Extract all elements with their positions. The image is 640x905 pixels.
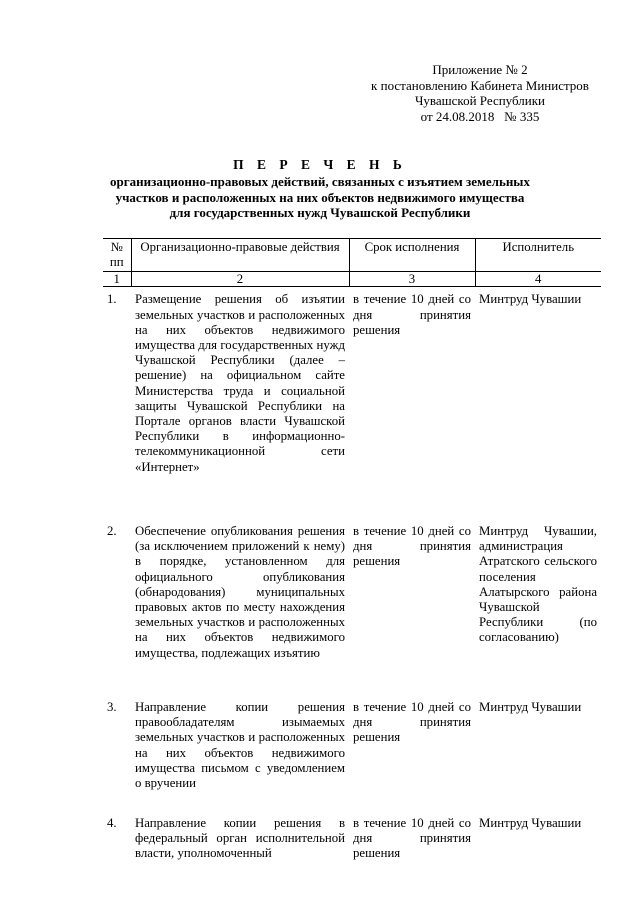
appendix-line-3: Чувашской Республики (414, 93, 546, 108)
title-line-2: участков и расположенных на них объектов недвижимого имущества (115, 189, 525, 205)
header-executor: Исполнитель (475, 239, 601, 272)
column-number: 1 (103, 272, 131, 287)
title-line-3: для государственных нужд Чувашской Республики (169, 205, 471, 220)
header-term: Срок исполнения (349, 239, 475, 272)
row-number: 2. (107, 523, 117, 538)
row-executor: Минтруд Чувашии (479, 292, 582, 307)
appendix-line-4: от 24.08.2018 № 335 (420, 108, 540, 124)
row-term: в течение 10 дней со дня принятия решения (353, 523, 471, 569)
title-heading: П Е Р Е Ч Е Н Ь (233, 157, 407, 172)
row-executor: Минтруд Чувашии, администрация Атратского сельского поселения Алатырского района Чувашской Республики (по согласованию) (479, 523, 597, 645)
row-number: 3. (107, 699, 117, 714)
table-header-row (103, 239, 601, 272)
header-num: № пп (103, 239, 131, 272)
appendix-line-2: к постановлению Кабинета Министров (371, 77, 589, 93)
table-row (103, 519, 601, 695)
row-term: в течение 10 дней со дня принятия решения (353, 815, 471, 861)
row-action: Обеспечение опубликования решения (за исключением приложений к нему) в порядке, установленном для официального опубликования (обнародования) муниципальных правовых актов по месту нахождения земельных участков и расположенных на них объектов недвижимого имущества, подлежащих изъятию (135, 523, 345, 660)
column-number: 4 (475, 272, 601, 287)
table-row (103, 287, 601, 519)
row-action: Направление копии решения правообладателям изымаемых земельных участков и расположенных на них объектов недвижимого имущества письмом с уведомлением о вручении (135, 699, 345, 790)
row-term: в течение 10 дней со дня принятия решения (353, 699, 471, 745)
row-number: 4. (107, 815, 117, 830)
document-title (100, 156, 540, 221)
appendix-reference (355, 62, 605, 124)
row-executor: Минтруд Чувашии (479, 815, 582, 830)
column-number: 2 (131, 272, 349, 287)
header-action: Организационно-правовые действия (131, 239, 349, 272)
appendix-line-1: Приложение № 2 (432, 62, 528, 77)
row-executor: Минтруд Чувашии (479, 699, 582, 714)
table-row (103, 811, 601, 862)
title-line-1: организационно-правовых действий, связанных с изъятием земельных (110, 174, 530, 189)
row-number: 1. (107, 292, 117, 307)
actions-table (103, 238, 601, 862)
row-action: Размещение решения об изъятии земельных участков и расположенных на них объектов недвижимого имущества для государственных нужд Чувашской Республики (далее – решение) на официальном сайте Министерства труда и социальной защиты Чувашской Республики на Портале органов власти Чувашской Республики в информационно-телекоммуникационной сети «Интернет» (135, 292, 345, 474)
row-action: Направление копии решения в федеральный орган исполнительной власти, уполномоченный (135, 815, 345, 861)
column-number: 3 (349, 272, 475, 287)
table-row (103, 695, 601, 811)
column-number-row (103, 272, 601, 287)
row-term: в течение 10 дней со дня принятия решения (353, 292, 471, 337)
